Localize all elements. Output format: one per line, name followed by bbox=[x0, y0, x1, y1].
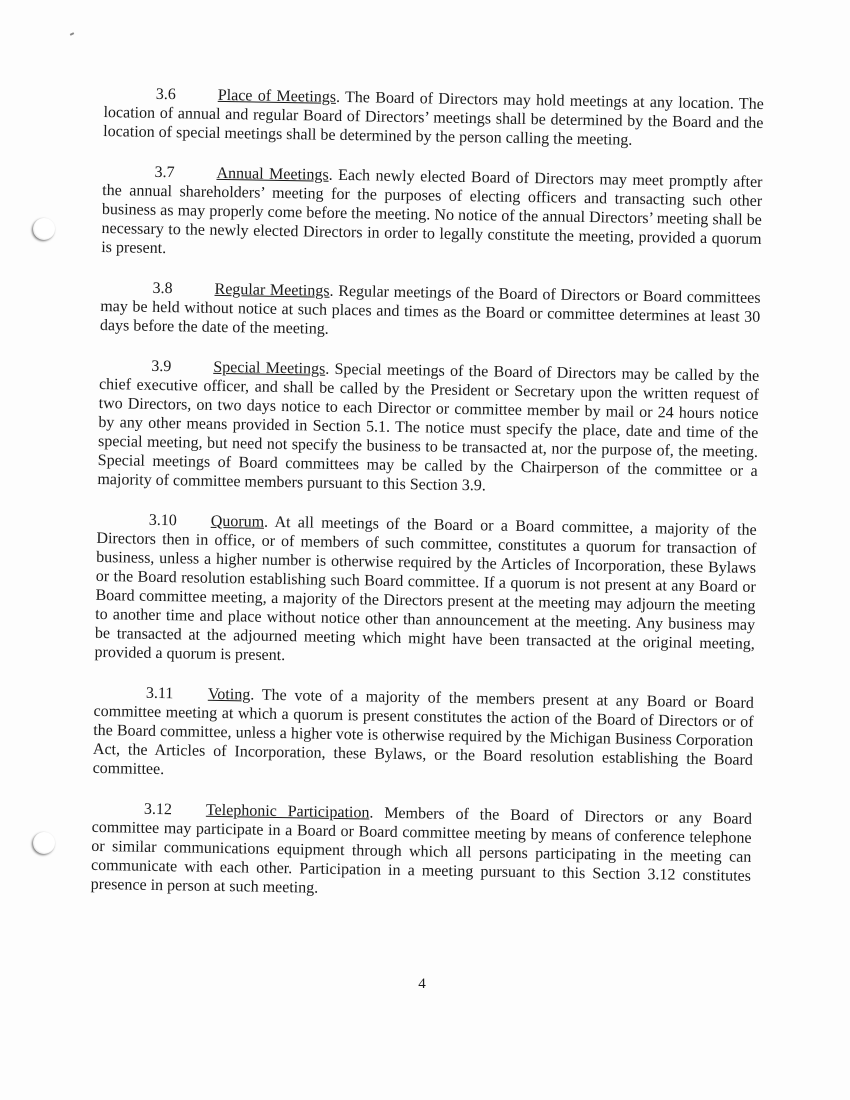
section-number: 3.12 bbox=[143, 800, 173, 819]
punch-hole bbox=[33, 832, 55, 854]
section-body: . Regular meetings of the Board of Directors or Board committees may be held without notice at such places and times as the Board or committee determines at least 30 days before the date of the meeting. bbox=[99, 282, 761, 338]
section-heading: Annual Meetings bbox=[216, 164, 329, 184]
section-heading: Special Meetings bbox=[213, 358, 326, 378]
section-number: 3.11 bbox=[145, 684, 174, 703]
section-heading: Regular Meetings bbox=[214, 280, 330, 300]
section-body: . The Board of Directors may hold meetings at any location. The location of annual and regular Board of Directors’ meetings shall be determined by the Board and the location of special meetings shall be determined by the person calling the meeting. bbox=[103, 88, 764, 149]
section-3-12 bbox=[91, 799, 752, 905]
section-3-11 bbox=[92, 683, 753, 789]
section-body: . Special meetings of the Board of Directors may be called by the chief executive officer, and shall be called by the President or Secretary upon the written request of two Directors, on two days notice to each Director or committee member by mail or 24 hours notice by any other means provided in Section 5.1. The notice must specify the place, date and time of the special meeting, but need not specify the business to be transacted at, nor the purpose of, the meeting. Special meetings of Board committees may be called by the Chairperson of the committee or a majority of committee members pursuant to this Section 3.9. bbox=[97, 360, 760, 495]
section-number: 3.7 bbox=[154, 163, 175, 182]
section-heading: Place of Meetings bbox=[217, 86, 337, 106]
section-3-7 bbox=[101, 162, 762, 268]
bylaws-text bbox=[90, 84, 764, 926]
section-3-6 bbox=[103, 84, 764, 152]
scan-speck bbox=[70, 32, 74, 36]
section-number: 3.6 bbox=[155, 85, 176, 104]
section-heading: Voting bbox=[207, 685, 251, 704]
section-heading: Quorum bbox=[210, 512, 265, 531]
section-heading: Telephonic Participation bbox=[205, 801, 370, 822]
section-3-10 bbox=[94, 510, 756, 673]
section-body: . The vote of a majority of the members present at any Board or Board committee meeting at which a quorum is present constitutes the action of the Board of Directors or of the Board committee, unless a higher vote is otherwise required by the Michigan Business Corporation Act, the Articles of Incorporation, these Bylaws, or the Board resolution establishing the Board committee. bbox=[92, 686, 754, 779]
section-number: 3.8 bbox=[152, 279, 173, 298]
section-number: 3.9 bbox=[151, 357, 172, 376]
section-3-9 bbox=[97, 356, 759, 500]
page-number: 4 bbox=[418, 976, 426, 992]
section-body: . Each newly elected Board of Directors may meet promptly after the annual shareholders’ meeting for the purposes of electing officers and transacting such other business as may properly come before the meeting. No notice of the annual Directors’ meeting shall be necessary to the newly elected Directors in order to legally constitute the meeting, provided a quorum is present. bbox=[101, 166, 763, 258]
section-body: . At all meetings of the Board or a Board committee, a majority of the Directors then in office, or of members of such committee, constitutes a quorum for transaction of business, unless a higher number is otherwise required by the Articles of Incorporation, these Bylaws or the Board resolution establishing such Board committee. If a quorum is not present at any Board or Board committee meeting, a majority of the Directors present at the meeting may adjourn the meeting to another time and place without notice other than announcement at the meeting. Any business may be transacted at the adjourned meeting which might have been transacted at the original meeting, provided a quorum is present. bbox=[94, 513, 757, 665]
punch-hole bbox=[33, 218, 55, 240]
section-number: 3.10 bbox=[148, 511, 177, 530]
section-3-8 bbox=[100, 278, 761, 346]
section-body: . Members of the Board of Directors or any Board committee may participate in a Board or Board committee meeting by means of conference telephone or similar communications equipment through which all persons participating in the meeting can communicate with each other. Participation in a meeting pursuant to this Section 3.12 constitutes presence in person at such meeting. bbox=[90, 804, 753, 897]
